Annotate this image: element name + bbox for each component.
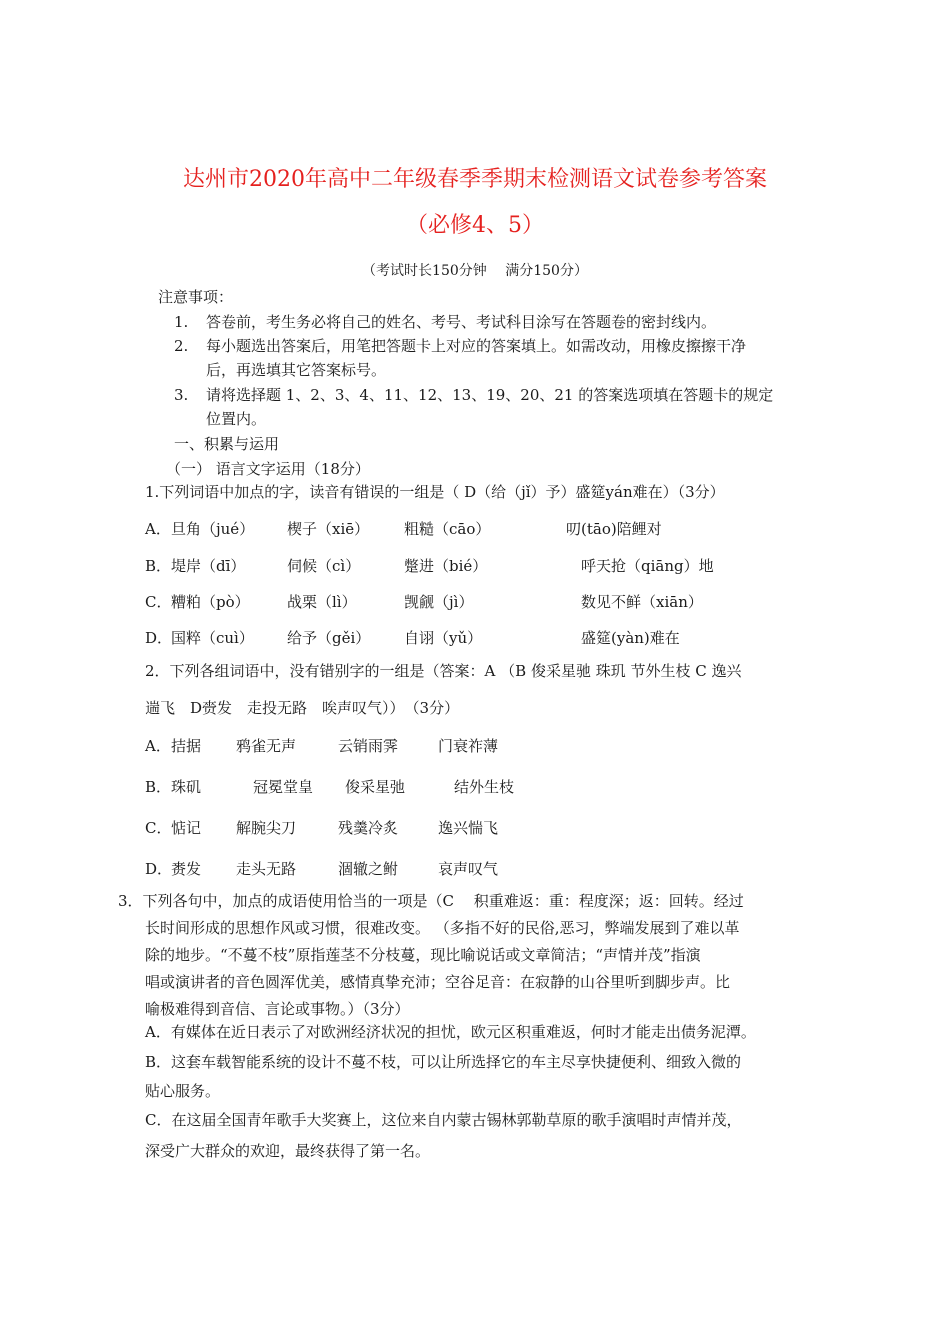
q1-option-word: 蹩进（bié） [404,557,488,575]
q2-option-word: 拮据 [171,737,202,755]
q1-option-word: 盛筵(yàn)难在 [581,629,680,647]
q2-option-word: 走头无路 [236,860,297,878]
q1-option-word: 数见不鲜（xiān） [581,593,703,611]
q2-option-label: C． [145,819,172,837]
question-3-stem: 喻极难得到音信、言论或事物。）（3分） [145,1000,410,1018]
notice-item-text: 答卷前，考生务必将自己的姓名、考号、考试科目涂写在答题卷的密封线内。 [206,313,717,331]
q1-option-word: 堤岸（dī） [171,557,246,575]
page-title: 达州市2020年高中二年级春季季期末检测语文试卷参考答案 [183,167,767,192]
q2-option-word: 逸兴惴飞 [438,819,499,837]
q1-option-label: A． [145,520,171,538]
q2-option-word: 鸦雀无声 [236,737,297,755]
q1-option-word: 叨(tāo)陪鲤对 [566,520,662,538]
q2-option-label: A． [145,737,171,755]
question-3-stem: 除的地步。“不蔓不枝”原指莲茎不分枝蔓，现比喻说话或文章简洁；“声情并茂”指演 [145,946,701,964]
q3-option-a: A．有媒体在近日表示了对欧洲经济状况的担忧，欧元区积重难返，何时才能走出债务泥潭。 [145,1023,756,1041]
q1-option-word: 楔子（xiē） [287,520,370,538]
q1-option-word: 战栗（lì） [287,593,357,611]
q2-option-word: 残羹冷炙 [338,819,399,837]
q2-option-word: 俊采星弛 [345,778,406,796]
q2-option-word: 惦记 [171,819,202,837]
q3-option-b: B．这套车载智能系统的设计不蔓不枝，可以让所选择它的车主尽享快捷便利、细致入微的 [145,1053,742,1071]
question-3-stem: 长时间形成的思想作风或习惯，很难改变。 （多指不好的民俗,恶习，弊端发展到了难以革 [145,919,740,937]
q2-option-word: 珠矶 [171,778,202,796]
question-3-stem: 唱或演讲者的音色圆浑优美，感情真挚充沛；空谷足音：在寂静的山谷里听到脚步声。比 [145,973,731,991]
notice-heading: 注意事项： [158,288,234,306]
q1-option-word: 粗糙（cāo） [404,520,491,538]
q1-option-label: D． [145,629,173,647]
notice-item-text: 后，再选填其它答案标号。 [206,361,387,379]
q3-option-b: 贴心服务。 [145,1082,221,1100]
q2-option-word: 门衰祚薄 [438,737,499,755]
question-2-stem: 2．下列各组词语中，没有错别字的一组是（答案：A （B 俊采星驰 珠玑 节外生枝 C 逸兴 [145,662,742,680]
q2-option-word: 云销雨霁 [338,737,399,755]
q3-option-c: 深受广大群众的欢迎，最终获得了第一名。 [145,1142,431,1160]
q2-option-word: 结外生枝 [454,778,515,796]
q1-option-label: B． [145,557,172,575]
section-heading: 一、积累与运用 [174,435,280,453]
q2-option-word: 冠冕堂皇 [253,778,314,796]
q2-option-word: 解腕尖刀 [236,819,297,837]
q1-option-word: 自诩（yǔ） [404,629,483,647]
question-2-stem: 遄飞 D赍发 走投无路 唉声叹气）） （3分） [145,699,460,717]
q1-option-label: C． [145,593,172,611]
notice-item-num: 2. [174,337,189,355]
q1-option-word: 国粹（cuì） [171,629,254,647]
notice-item-num: 3. [174,386,189,404]
q1-option-word: 伺候（cì） [287,557,361,575]
q2-option-label: D． [145,860,173,878]
q1-option-word: 呼天抢（qiāng）地 [581,557,714,575]
notice-item-text: 每小题选出答案后，用笔把答题卡上对应的答案填上。如需改动，用橡皮擦擦干净 [206,337,747,355]
q2-option-word: 哀声叹气 [438,860,499,878]
exam-info: （考试时长150分钟 满分150分） [362,263,588,279]
notice-item-num: 1. [174,313,189,331]
question-1-stem: 1.下列词语中加点的字，读音有错误的一组是（ D（给（jǐ）予）盛筵yán难在）（3分） [145,483,725,501]
question-3-stem: 3．下列各句中，加点的成语使用恰当的一项是（C 积重难返：重：程度深；返：回转。经过 [118,892,744,910]
q2-option-word: 涸辙之鲋 [338,860,399,878]
notice-item-text: 请将选择题 1、2、3、4、11、12、13、19、20、21 的答案选项填在答题卡的规定 [206,386,774,404]
q1-option-word: 旦角（jué） [171,520,255,538]
subsection-heading: （一） 语言文字运用（18分） [166,460,370,478]
page-subtitle: （必修4、5） [406,213,544,238]
q2-option-word: 赉发 [171,860,202,878]
notice-item-text: 位置内。 [206,410,267,428]
q1-option-word: 觊觎（jì） [404,593,474,611]
q3-option-c: C．在这届全国青年歌手大奖赛上，这位来自内蒙古锡林郭勒草原的歌手演唱时声情并茂， [145,1111,742,1129]
q1-option-word: 给予（gěi） [287,629,371,647]
q1-option-word: 糟粕（pò） [171,593,250,611]
q2-option-label: B． [145,778,172,796]
